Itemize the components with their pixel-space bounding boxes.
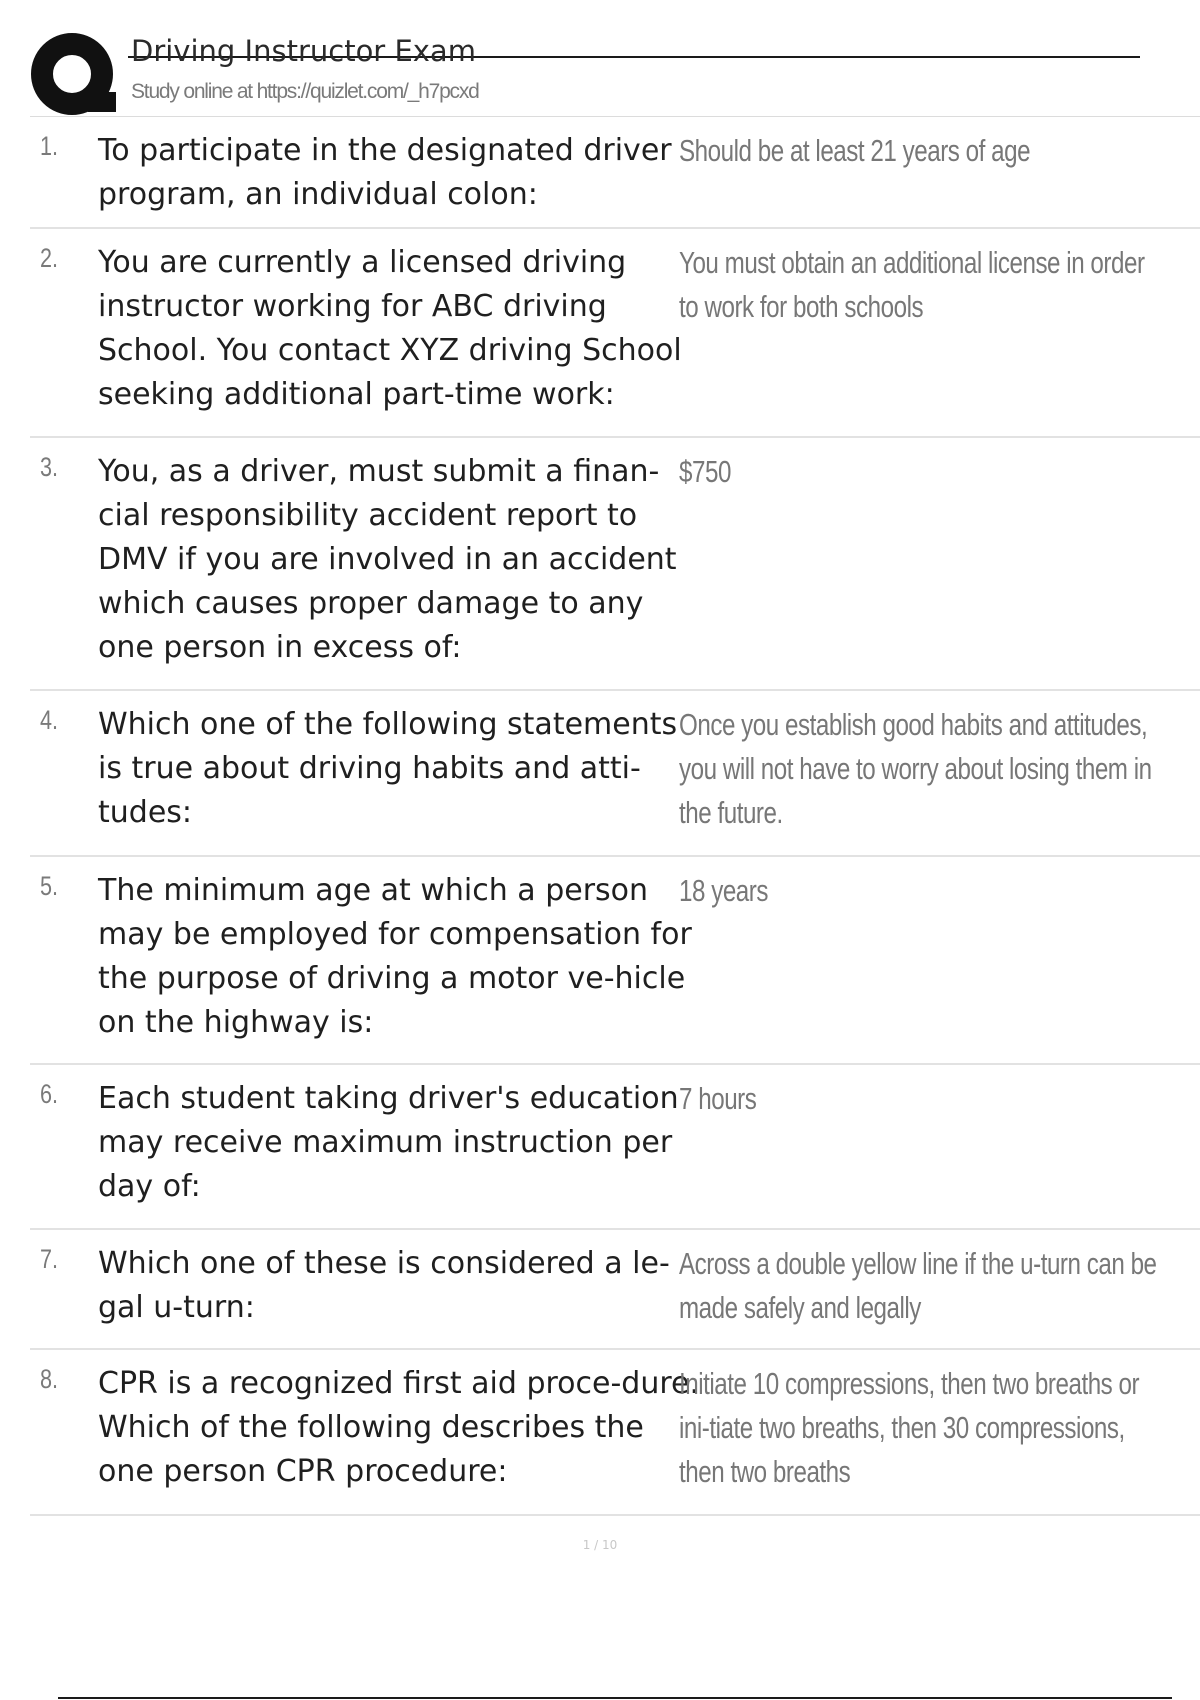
page-header: [30, 28, 1170, 113]
card-definition: You must obtain an additional license in order to work for both schools: [679, 245, 1145, 324]
card-definition: Across a double yellow line if the u-turn can be made safely and legally: [679, 1246, 1157, 1325]
card-number: 2.: [40, 243, 59, 273]
card-term: You, as a driver, must submit a finan-cial responsibility accident report to DMV if you are involved in an accident which causes proper damage to any one person in excess of:: [98, 454, 677, 665]
flashcard: [30, 229, 1200, 438]
page-title: Driving Instructor Exam: [131, 34, 476, 68]
card-number: 6.: [40, 1079, 59, 1109]
page-number: 1 / 10: [582, 1538, 618, 1552]
card-number: 7.: [40, 1244, 59, 1274]
card-definition: Once you establish good habits and attitudes, you will not have to worry about losing them in the future.: [679, 707, 1152, 830]
card-term: The minimum age at which a person may be employed for compensation for the purpose of driving a motor ve-hicle on the highway is:: [98, 873, 692, 1040]
card-definition: Initiate 10 compressions, then two breaths or ini-tiate two breaths, then 30 compressions, then two breaths: [679, 1366, 1140, 1489]
card-definition: $750: [679, 454, 731, 489]
flashcard: [30, 1350, 1200, 1516]
flashcard: [30, 1230, 1200, 1350]
card-term: Which one of the following statements is true about driving habits and atti-tudes:: [98, 707, 678, 830]
flashcard: [30, 117, 1200, 229]
card-number: 1.: [40, 131, 59, 161]
footer-divider: [58, 1697, 1172, 1699]
quizlet-logo-icon: [30, 32, 142, 116]
card-term: Which one of these is considered a le-gal u-turn:: [98, 1246, 670, 1325]
study-online-link[interactable]: Study online at https://quizlet.com/_h7pcxd: [131, 80, 479, 103]
card-number: 3.: [40, 452, 59, 482]
card-term: Each student taking driver's education may receive maximum instruction per day of:: [98, 1081, 679, 1204]
card-definition: Should be at least 21 years of age: [679, 133, 1031, 168]
flashcard: [30, 857, 1200, 1065]
card-term: To participate in the designated driver program, an individual colon:: [98, 133, 672, 212]
card-definition: 18 years: [679, 873, 769, 908]
flashcard: [30, 1065, 1200, 1230]
card-definition: 7 hours: [679, 1081, 757, 1116]
card-number: 8.: [40, 1364, 59, 1394]
card-term: CPR is a recognized first aid proce-dure. Which of the following describes the one person CPR procedure:: [98, 1366, 700, 1489]
card-number: 4.: [40, 705, 59, 735]
flashcard-list: [30, 117, 1200, 1516]
flashcard: [30, 691, 1200, 857]
flashcard: [30, 438, 1200, 691]
card-term: You are currently a licensed driving instructor working for ABC driving School. You contact XYZ driving School seeking additional part-time work:: [98, 245, 682, 412]
card-number: 5.: [40, 871, 59, 901]
